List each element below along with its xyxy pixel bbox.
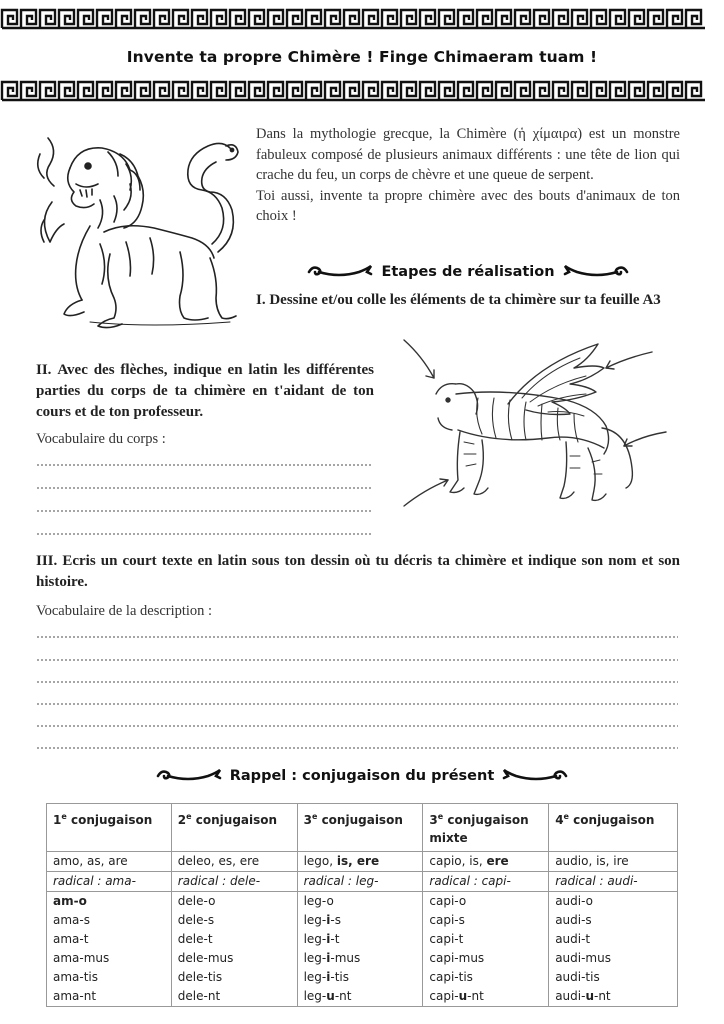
table-cell <box>297 911 423 930</box>
cell-text-bold: i <box>326 932 331 946</box>
table-cell: radical : leg- <box>297 872 423 892</box>
writing-line[interactable] <box>36 510 372 512</box>
writing-line[interactable] <box>36 725 678 727</box>
ornamental-swirl-icon <box>305 263 375 281</box>
table-header-cell <box>47 804 172 852</box>
cell-text: audi-tis <box>555 970 600 984</box>
table-cell: radical : dele- <box>171 872 297 892</box>
header-label: conjugaison <box>568 813 655 827</box>
cell-text: -t <box>330 932 340 946</box>
table-cell <box>47 852 172 872</box>
arrow-icon <box>404 479 448 506</box>
header-superscript: e <box>437 812 444 821</box>
table-cell <box>549 968 678 987</box>
table-cell <box>549 930 678 949</box>
cell-text: leg- <box>303 951 327 965</box>
cell-text: capi-tis <box>429 970 473 984</box>
table-cell <box>423 911 549 930</box>
cell-text: leg- <box>303 932 327 946</box>
cell-text: dele-s <box>177 913 215 927</box>
header-label: conjugaison <box>66 813 153 827</box>
header-label: conjugaison mixte <box>429 813 529 845</box>
table-cell <box>47 911 172 930</box>
steps-heading-text: Etapes de réalisation <box>381 264 555 280</box>
table-cell <box>171 892 297 912</box>
table-row <box>47 987 678 1007</box>
cell-text: amo, as, are <box>53 854 128 868</box>
cell-text-bold: i <box>326 970 331 984</box>
cell-text: -nt <box>334 989 352 1003</box>
writing-line[interactable] <box>36 659 678 661</box>
step-2-number: II. <box>36 362 52 378</box>
vocab-description-label: Vocabulaire de la description : <box>36 603 213 619</box>
cell-text: -nt <box>593 989 611 1003</box>
table-cell <box>297 930 423 949</box>
table-cell: radical : ama- <box>47 872 172 892</box>
table-cell <box>171 852 297 872</box>
step-1 <box>256 290 680 311</box>
step-2-text: Avec des flèches, indique en latin les différentes parties du corps de ta chimère en t'aidant de ton cours et de ton professeur. <box>36 362 375 420</box>
ornamental-swirl-icon <box>154 767 224 785</box>
table-cell <box>549 911 678 930</box>
writing-line[interactable] <box>36 703 678 705</box>
table-cell <box>47 930 172 949</box>
header-superscript: e <box>61 812 67 821</box>
table-header-cell <box>549 804 678 852</box>
cell-text: ama-s <box>53 913 90 927</box>
table-cell <box>171 949 297 968</box>
cell-text: leg-o <box>303 894 334 908</box>
cell-text: -nt <box>467 989 484 1003</box>
intro-paragraph-2: Toi aussi, invente ta propre chimère avec des bouts d'animaux de ton choix ! <box>256 187 680 224</box>
cell-text-bold: ere <box>486 854 509 868</box>
table-cell <box>171 968 297 987</box>
cell-text: leg- <box>303 913 327 927</box>
step-2 <box>36 360 374 423</box>
table-cell <box>549 987 678 1007</box>
cell-text: deleo, es, ere <box>177 854 260 868</box>
chimera-illustration <box>30 124 245 338</box>
arrow-icon <box>404 340 434 378</box>
table-cell <box>549 852 678 872</box>
table-cell <box>47 892 172 912</box>
cell-text: lego, <box>303 854 337 868</box>
cell-text: capi-t <box>429 932 464 946</box>
writing-line[interactable] <box>36 747 678 749</box>
cell-text: leg- <box>303 970 327 984</box>
arrow-icon <box>606 352 652 369</box>
table-cell <box>549 949 678 968</box>
table-row <box>47 911 678 930</box>
cell-text: capio, is, <box>429 854 487 868</box>
table-cell: radical : audi- <box>549 872 678 892</box>
page-title: Invente ta propre Chimère ! Finge Chimaeram tuam ! <box>126 48 598 66</box>
table-cell <box>297 892 423 912</box>
rappel-heading <box>0 764 724 788</box>
step-3 <box>36 551 680 593</box>
step-1-text: Dessine et/ou colle les éléments de ta chimère sur ta feuille A3 <box>269 292 661 308</box>
header-number: 3 <box>429 813 438 827</box>
table-cell <box>47 949 172 968</box>
cell-text-bold: u <box>326 989 335 1003</box>
table-cell <box>171 911 297 930</box>
header-number: 4 <box>555 813 564 827</box>
table-cell <box>423 852 549 872</box>
cell-text: audi-o <box>555 894 593 908</box>
header-superscript: e <box>311 812 318 821</box>
cell-text: audi-t <box>555 932 591 946</box>
cell-text: dele-t <box>177 932 213 946</box>
header-number: 2 <box>177 813 187 827</box>
winged-tiger-illustration <box>398 338 678 518</box>
cell-text: capi- <box>429 989 459 1003</box>
cell-text: audi-mus <box>555 951 611 965</box>
greek-key-border-bottom <box>0 80 724 102</box>
table-cell <box>297 852 423 872</box>
cell-text-bold: is, ere <box>336 854 380 868</box>
cell-text: -mus <box>330 951 361 965</box>
cell-text: audi- <box>555 989 586 1003</box>
table-cell <box>549 892 678 912</box>
table-header-cell <box>423 804 549 852</box>
table-row <box>47 930 678 949</box>
header-label: conjugaison <box>317 813 403 827</box>
table-row <box>47 872 678 892</box>
cell-text: capi-o <box>429 894 467 908</box>
writing-line[interactable] <box>36 533 372 535</box>
cell-text-bold: i <box>326 951 331 965</box>
header-label: conjugaison <box>191 813 278 827</box>
cell-text-bold: am-o <box>53 894 87 908</box>
cell-text: audio, is, ire <box>555 854 629 868</box>
header-number: 1 <box>53 813 62 827</box>
table-cell <box>423 987 549 1007</box>
cell-text: ama-mus <box>53 951 110 965</box>
table-cell <box>423 968 549 987</box>
ornamental-swirl-icon <box>500 767 570 785</box>
header-superscript: e <box>186 812 192 821</box>
table-header-row <box>47 804 678 852</box>
header-superscript: e <box>563 812 569 821</box>
writing-line[interactable] <box>36 464 372 466</box>
table-cell <box>171 930 297 949</box>
table-cell <box>297 987 423 1007</box>
cell-text: leg- <box>303 989 327 1003</box>
cell-text: capi-mus <box>429 951 485 965</box>
cell-text-bold: i <box>326 913 331 927</box>
table-cell <box>423 949 549 968</box>
step-3-text: Ecris un court texte en latin sous ton dessin où tu décris ta chimère et indique son nom et son histoire. <box>36 553 681 590</box>
table-cell <box>297 949 423 968</box>
cell-text: -s <box>330 913 341 927</box>
vocab-body-label: Vocabulaire du corps : <box>36 431 166 447</box>
table-row <box>47 968 678 987</box>
writing-line[interactable] <box>36 636 678 638</box>
cell-text: -tis <box>330 970 350 984</box>
table-cell <box>297 968 423 987</box>
conjugation-table <box>46 803 678 1007</box>
cell-text: capi-s <box>429 913 465 927</box>
cell-text-bold: u <box>458 989 468 1003</box>
table-header-cell <box>171 804 297 852</box>
step-3-number: III. <box>36 553 58 569</box>
table-cell <box>423 930 549 949</box>
cell-text: ama-tis <box>53 970 99 984</box>
table-cell <box>171 987 297 1007</box>
intro-text <box>256 124 680 227</box>
arrow-icon <box>624 432 666 446</box>
writing-line[interactable] <box>36 487 372 489</box>
rappel-heading-text: Rappel : conjugaison du présent <box>229 768 495 784</box>
cell-text: ama-t <box>53 932 89 946</box>
cell-text: dele-o <box>177 894 216 908</box>
cell-text: dele-nt <box>177 989 221 1003</box>
table-row <box>47 892 678 912</box>
header-number: 3 <box>303 813 312 827</box>
table-cell <box>47 968 172 987</box>
table-cell <box>423 892 549 912</box>
ornamental-swirl-icon <box>561 263 631 281</box>
intro-paragraph-1: Dans la mythologie grecque, la Chimère (ἡ χίμαιρα) est un monstre fabuleux composé de plusieurs animaux différents : une tête de lion qui crache du feu, un corps de chèvre et une queue de serpent. <box>256 126 680 183</box>
steps-heading <box>256 261 680 283</box>
table-cell: radical : capi- <box>423 872 549 892</box>
cell-text: dele-mus <box>177 951 234 965</box>
table-cell <box>47 987 172 1007</box>
step-1-number: I. <box>256 292 266 308</box>
table-header-cell <box>297 804 423 852</box>
cell-text: audi-s <box>555 913 592 927</box>
writing-line[interactable] <box>36 681 678 683</box>
table-row <box>47 949 678 968</box>
cell-text: ama-nt <box>53 989 97 1003</box>
cell-text: dele-tis <box>177 970 223 984</box>
table-row <box>47 852 678 872</box>
greek-key-border-top <box>0 8 724 30</box>
cell-text-bold: u <box>585 989 594 1003</box>
